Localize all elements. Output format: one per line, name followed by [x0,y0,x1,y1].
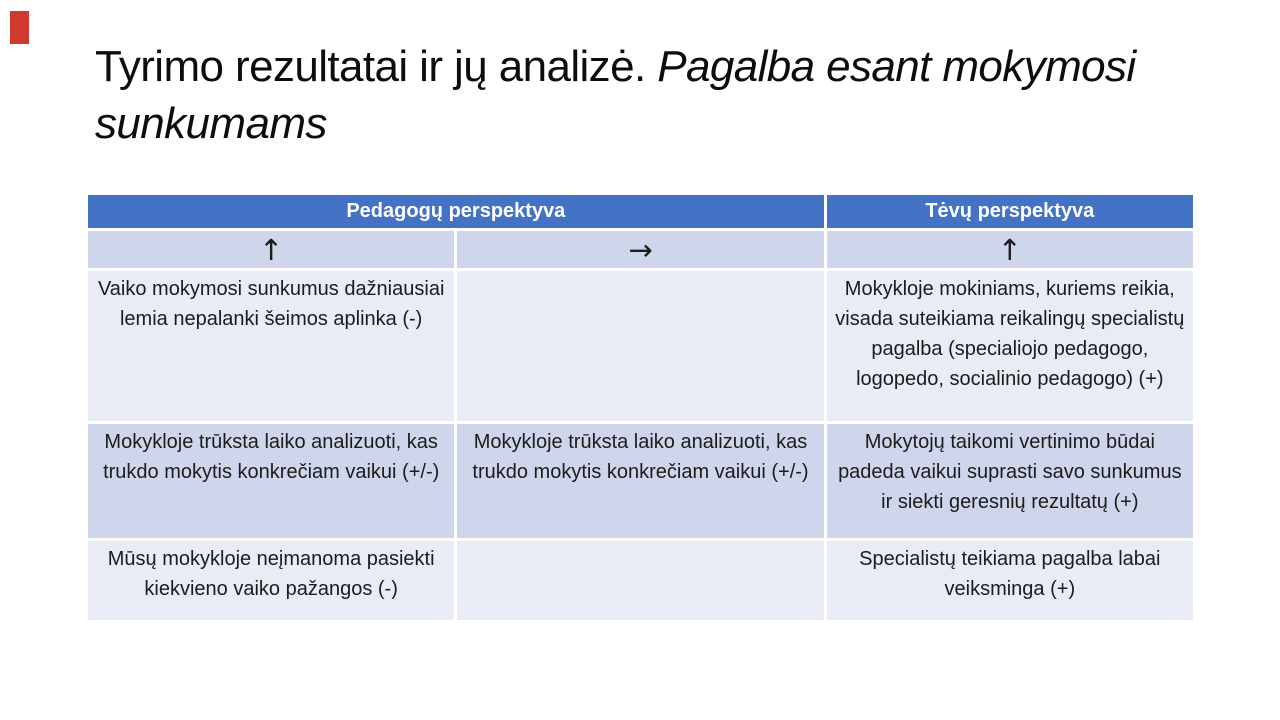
header-label: Pedagogų perspektyva [346,200,566,222]
arrow-right-icon: → [457,231,823,268]
table-cell-row1-col3: Mokykloje mokiniams, kuriems reikia, visada suteikiama reikalingų specialistų pagalba (specialiojo pedagogo, logopedo, socialinio pedagogo) (+) [827,271,1193,421]
arrow-up-icon: ↑ [88,231,454,268]
header-cell-pedagogu-perspektyva [88,195,824,228]
header-label: Tėvų perspektyva [925,200,1095,222]
title-italic-part: Pagalba esant mokymosi sunkumams [95,42,1136,148]
table-cell-row1-col2 [457,271,823,421]
table-cell-row3-col1: Mūsų mokykloje neįmanoma pasiekti kiekvieno vaiko pažangos (-) [88,541,454,620]
table-cell-row2-col2: Mokykloje trūksta laiko analizuoti, kas trukdo mokytis konkrečiam vaikui (+/-) [457,424,823,538]
results-table [88,195,1193,620]
table-cell-row2-col1: Mokykloje trūksta laiko analizuoti, kas trukdo mokytis konkrečiam vaikui (+/-) [88,424,454,538]
page-title [95,38,1160,152]
table-cell-row2-col3: Mokytojų taikomi vertinimo būdai padeda vaikui suprasti savo sunkumus ir siekti geresnių rezultatų (+) [827,424,1193,538]
table-cell-row3-col2 [457,541,823,620]
title-regular-part: Tyrimo rezultatai ir jų analizė. [95,42,658,91]
arrow-up-icon: ↑ [827,231,1193,268]
header-cell-tevu-perspektyva [827,195,1193,228]
table-cell-row3-col3: Specialistų teikiama pagalba labai veiksminga (+) [827,541,1193,620]
slide-accent-mark [10,11,29,44]
table-cell-row1-col1: Vaiko mokymosi sunkumus dažniausiai lemia nepalanki šeimos aplinka (-) [88,271,454,421]
